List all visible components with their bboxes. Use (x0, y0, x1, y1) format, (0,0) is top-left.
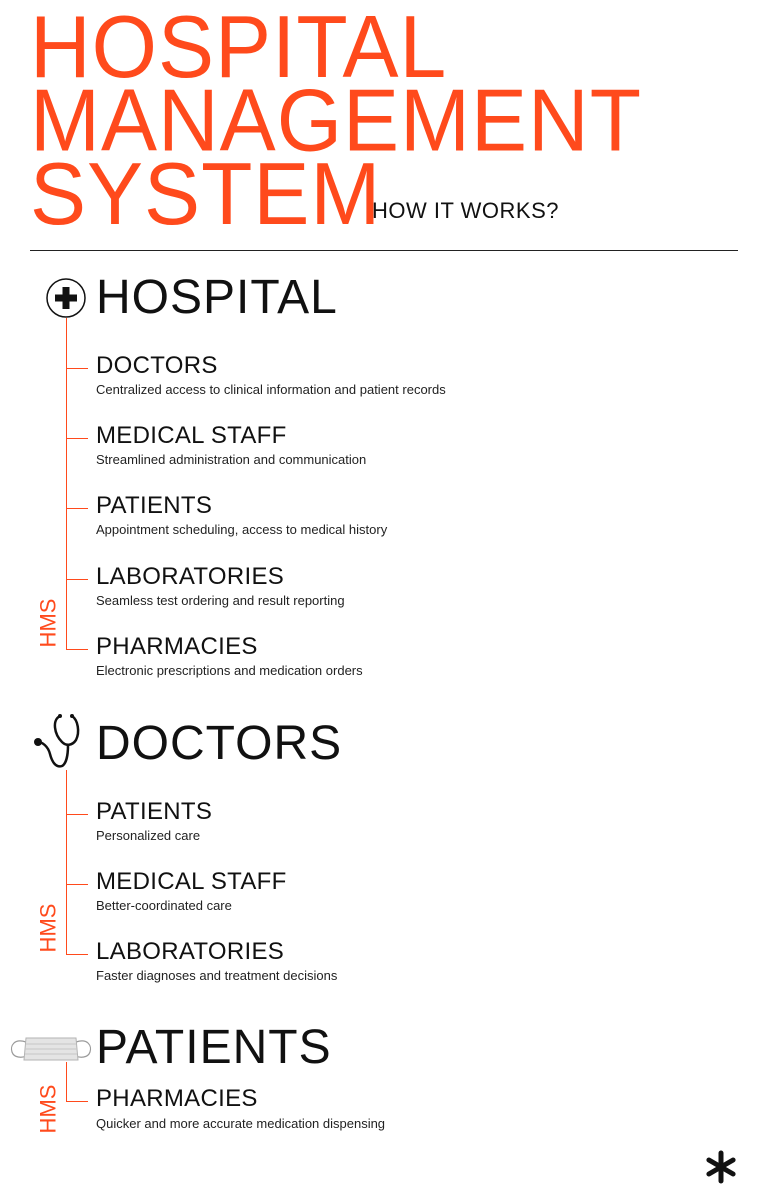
item-title: PATIENTS (96, 492, 213, 519)
medical-cross-icon (46, 278, 86, 323)
connector-tick (66, 368, 88, 369)
connector-tick (66, 884, 88, 885)
item-title: LABORATORIES (96, 938, 285, 965)
item-title: PHARMACIES (96, 1085, 258, 1112)
connector-tick (66, 579, 88, 580)
page-subtitle: HOW IT WORKS? (372, 198, 559, 223)
item-description: Faster diagnoses and treatment decisions (96, 968, 338, 983)
hms-side-label: HMS (35, 1084, 61, 1134)
item-title: PHARMACIES (96, 633, 258, 660)
title-line: MANAGEMENT (30, 70, 643, 170)
connector-tick (66, 508, 88, 509)
asterisk-icon (704, 1150, 738, 1189)
stethoscope-icon (32, 712, 84, 775)
section-title: HOSPITAL (96, 271, 338, 324)
connector-tick (66, 814, 88, 815)
item-description: Streamlined administration and communication (96, 452, 367, 467)
item-description: Better-coordinated care (96, 898, 232, 913)
hms-side-label: HMS (35, 598, 61, 648)
connector-tick (66, 649, 88, 650)
connector-line (66, 770, 67, 955)
header-divider (30, 250, 738, 251)
connector-tick (66, 954, 88, 955)
face-mask-icon (8, 1032, 94, 1071)
connector-tick (66, 438, 88, 439)
item-title: PATIENTS (96, 798, 213, 825)
item-description: Centralized access to clinical information and patient records (96, 382, 446, 397)
title-line: HOSPITAL (30, 0, 448, 97)
connector-line (66, 1062, 67, 1102)
section-title: PATIENTS (96, 1021, 332, 1074)
connector-tick (66, 1101, 88, 1102)
item-description: Personalized care (96, 828, 201, 843)
item-description: Quicker and more accurate medication dispensing (96, 1116, 386, 1131)
section-title: DOCTORS (96, 717, 343, 770)
item-description: Electronic prescriptions and medication orders (96, 663, 363, 678)
item-description: Seamless test ordering and result reporting (96, 593, 345, 608)
item-description: Appointment scheduling, access to medical history (96, 522, 388, 537)
item-title: MEDICAL STAFF (96, 868, 287, 895)
title-line: SYSTEM (30, 144, 382, 244)
item-title: DOCTORS (96, 352, 218, 379)
item-title: LABORATORIES (96, 563, 285, 590)
hms-side-label: HMS (35, 903, 61, 953)
item-title: MEDICAL STAFF (96, 422, 287, 449)
